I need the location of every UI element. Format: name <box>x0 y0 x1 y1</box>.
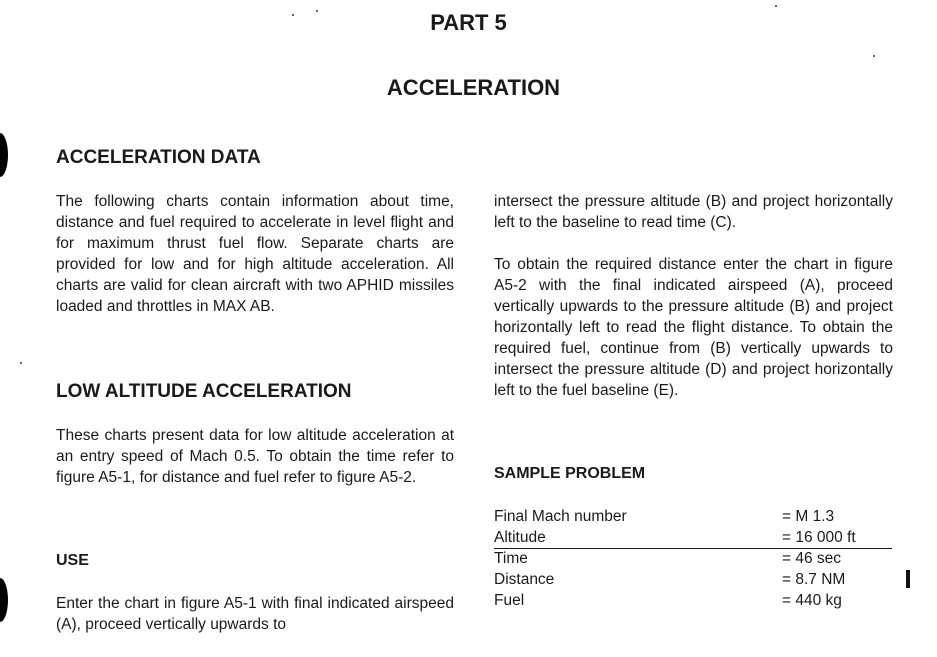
scan-speck <box>292 14 294 16</box>
use-heading: USE <box>56 552 89 569</box>
sample-row-altitude <box>494 527 892 548</box>
scan-speck <box>775 5 777 7</box>
scan-speck <box>873 55 875 57</box>
sample-value: = 8.7 NM <box>782 571 846 588</box>
sample-problem-table <box>494 506 892 611</box>
sample-value: = 440 kg <box>782 592 842 609</box>
sample-label: Altitude <box>494 529 546 546</box>
sample-label: Fuel <box>494 592 525 609</box>
scan-speck <box>316 10 318 12</box>
chapter-title: ACCELERATION <box>386 75 561 100</box>
sample-label: Final Mach number <box>494 508 627 525</box>
scan-speck <box>20 362 22 364</box>
sample-row-final-mach <box>494 506 892 527</box>
sample-value: = 16 000 ft <box>782 529 856 546</box>
sample-problem-heading: SAMPLE PROBLEM <box>494 465 646 482</box>
use-body-right-2: To obtain the required distance enter the chart in figure A5-2 with the final indicated airspeed (A), proceed vertically upwards to the pressure altitude (B) and project horizontally left to read the flight distance. To obtain the required fuel, continue from (B) vertically upwards to intersect the pressure altitude (D) and project horizontally left to the fuel baseline (E). <box>494 256 893 399</box>
sample-value: = M 1.3 <box>782 508 835 525</box>
scan-blot-bottom <box>0 578 8 622</box>
use-body-left: Enter the chart in figure A5-1 with final indicated airspeed (A), proceed vertically upwards to <box>56 595 454 633</box>
sample-value: = 46 sec <box>782 550 842 567</box>
low-altitude-body: These charts present data for low altitude acceleration at an entry speed of Mach 0.5. To obtain the time refer to figure A5-1, for distance and fuel refer to figure A5-2. <box>56 427 454 486</box>
scan-blot-top <box>0 133 8 177</box>
sample-label: Distance <box>494 571 555 588</box>
acceleration-data-body: The following charts contain information about time, distance and fuel required to accelerate in level flight and for maximum thrust fuel flow. Separate charts are provided for low and for high altitude acceleration. All charts are valid for clean aircraft with two APHID missiles loaded and throttles in MAX AB. <box>56 193 454 315</box>
part-title: PART 5 <box>430 10 507 35</box>
acceleration-data-heading: ACCELERATION DATA <box>56 147 261 168</box>
use-body-right-1: intersect the pressure altitude (B) and project horizontally left to the baseline to read time (C). <box>494 193 893 231</box>
change-bar <box>906 570 910 588</box>
sample-label: Time <box>494 550 528 567</box>
sample-row-distance <box>494 569 892 590</box>
sample-row-time <box>494 548 892 569</box>
sample-row-fuel <box>494 590 892 611</box>
low-altitude-heading: LOW ALTITUDE ACCELERATION <box>56 381 352 402</box>
